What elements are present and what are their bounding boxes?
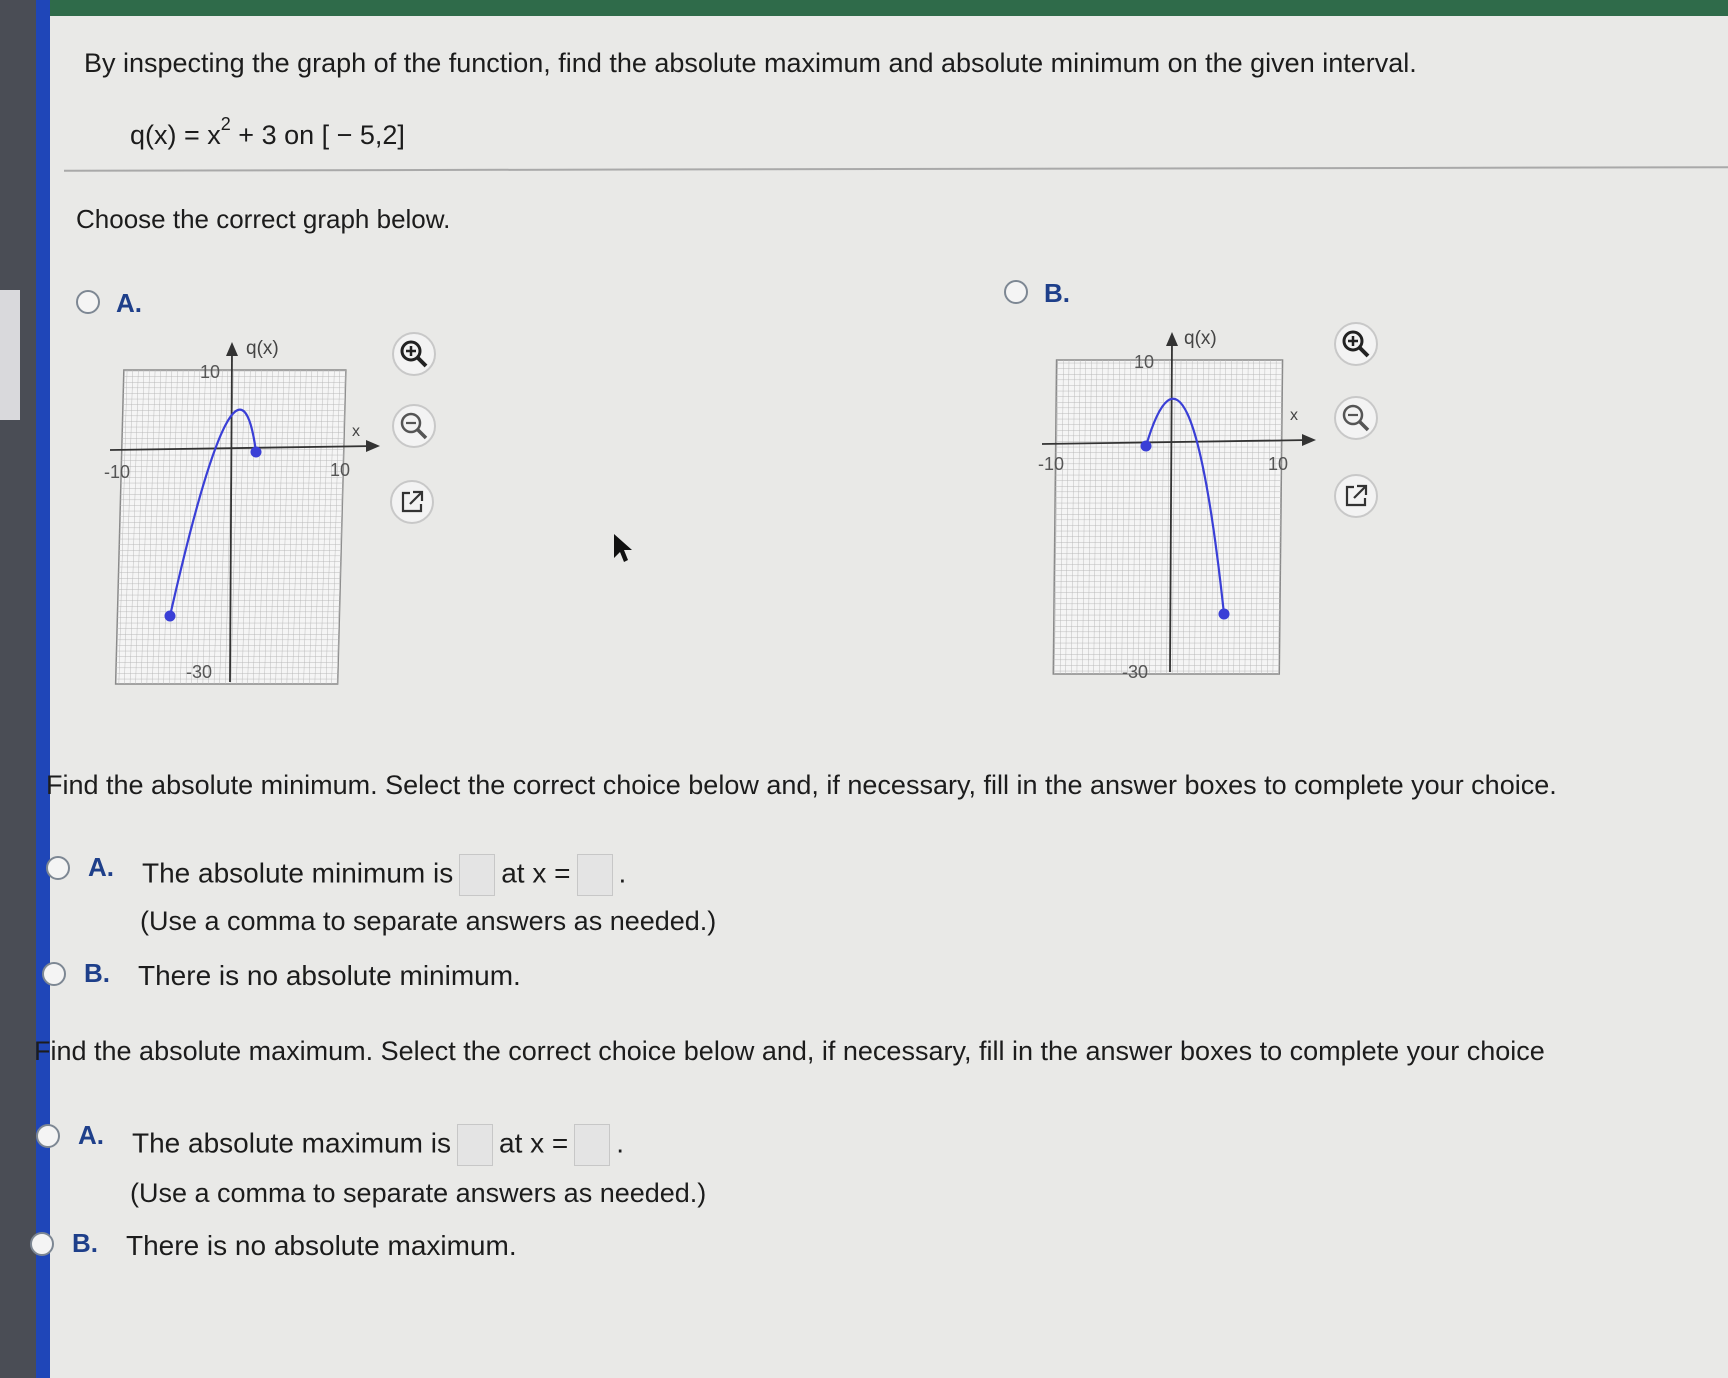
maximum-b-text: There is no absolute maximum. (126, 1230, 517, 1261)
graph-a-zoom-out-button[interactable] (392, 404, 436, 448)
left-tab (0, 290, 20, 420)
function-expression: $q(x) = x^2 + 3$ on [ − 5,2] (130, 114, 405, 150)
top-band (0, 0, 1728, 16)
maximum-x-input[interactable] (574, 1124, 610, 1166)
graph-a (100, 326, 360, 686)
graph-instruction: Choose the correct graph below. (76, 204, 451, 234)
graph-b-radio[interactable] (1004, 280, 1028, 304)
left-accent-bar (36, 0, 50, 1378)
graph-a-y-bottom: -30 (186, 662, 213, 682)
question-prompt: By inspecting the graph of the function, find the absolute maximum and absolute minimum on the given interval. (84, 48, 1417, 78)
graph-b-x-left: -10 (1038, 454, 1065, 474)
maximum-a-radio[interactable] (36, 1124, 60, 1148)
minimum-instruction: Find the absolute minimum. Select the correct choice below and, if necessary, fill in the answer boxes to complete your choice. (46, 770, 1557, 800)
maximum-instruction: Find the absolute maximum. Select the correct choice below and, if necessary, fill in the answer boxes to complete your choice (34, 1036, 1545, 1066)
graph-a-letter: A. (116, 288, 142, 318)
zoom-in-icon (1341, 329, 1371, 359)
external-link-icon (398, 488, 426, 516)
maximum-b-letter: B. (72, 1228, 98, 1258)
zoom-out-icon (1341, 403, 1371, 433)
minimum-x-input[interactable] (577, 854, 613, 896)
graph-b-zoom-in-button[interactable] (1334, 322, 1378, 366)
graph-a-open-button[interactable] (390, 480, 434, 524)
graph-b (1030, 318, 1298, 682)
minimum-b-radio[interactable] (42, 962, 66, 986)
minimum-hint: (Use a comma to separate answers as needed.) (140, 906, 717, 936)
minimum-a-letter: A. (88, 852, 114, 882)
graph-b-x-label: x (1290, 407, 1298, 424)
zoom-in-icon (399, 339, 429, 369)
graph-a-endpoint (251, 447, 262, 458)
graph-a-y-top: 10 (200, 362, 221, 382)
graph-b-letter: B. (1044, 278, 1070, 308)
external-link-icon (1342, 482, 1370, 510)
minimum-b-letter: B. (84, 958, 110, 988)
graph-a-x-left: -10 (104, 462, 131, 482)
maximum-a-letter: A. (78, 1120, 104, 1150)
mouse-cursor-icon (612, 532, 638, 568)
maximum-hint: (Use a comma to separate answers as needed.) (130, 1178, 707, 1208)
maximum-a-line: The absolute maximum is at x = . (132, 1124, 624, 1166)
graph-b-y-top: 10 (1134, 352, 1155, 372)
zoom-out-icon (399, 411, 429, 441)
minimum-a-line: The absolute minimum is at x = . (142, 854, 626, 896)
graph-b-endpoint (1141, 441, 1152, 452)
graph-a-y-label: q(x) (246, 338, 279, 359)
graph-a-radio[interactable] (76, 290, 100, 314)
graph-b-y-label: q(x) (1184, 328, 1217, 349)
minimum-b-text: There is no absolute minimum. (138, 960, 521, 991)
graph-a-x-right: 10 (330, 460, 351, 480)
graph-b-y-bottom: -30 (1122, 662, 1149, 682)
minimum-value-input[interactable] (459, 854, 495, 896)
graph-b-open-button[interactable] (1334, 474, 1378, 518)
graph-a-zoom-in-button[interactable] (392, 332, 436, 376)
graph-a-x-label: x (352, 423, 360, 440)
minimum-a-radio[interactable] (46, 856, 70, 880)
graph-b-zoom-out-button[interactable] (1334, 396, 1378, 440)
graph-a-endpoint (165, 611, 176, 622)
maximum-value-input[interactable] (457, 1124, 493, 1166)
graph-b-x-right: 10 (1268, 454, 1289, 474)
maximum-b-radio[interactable] (30, 1232, 54, 1256)
graph-b-endpoint (1219, 609, 1230, 620)
